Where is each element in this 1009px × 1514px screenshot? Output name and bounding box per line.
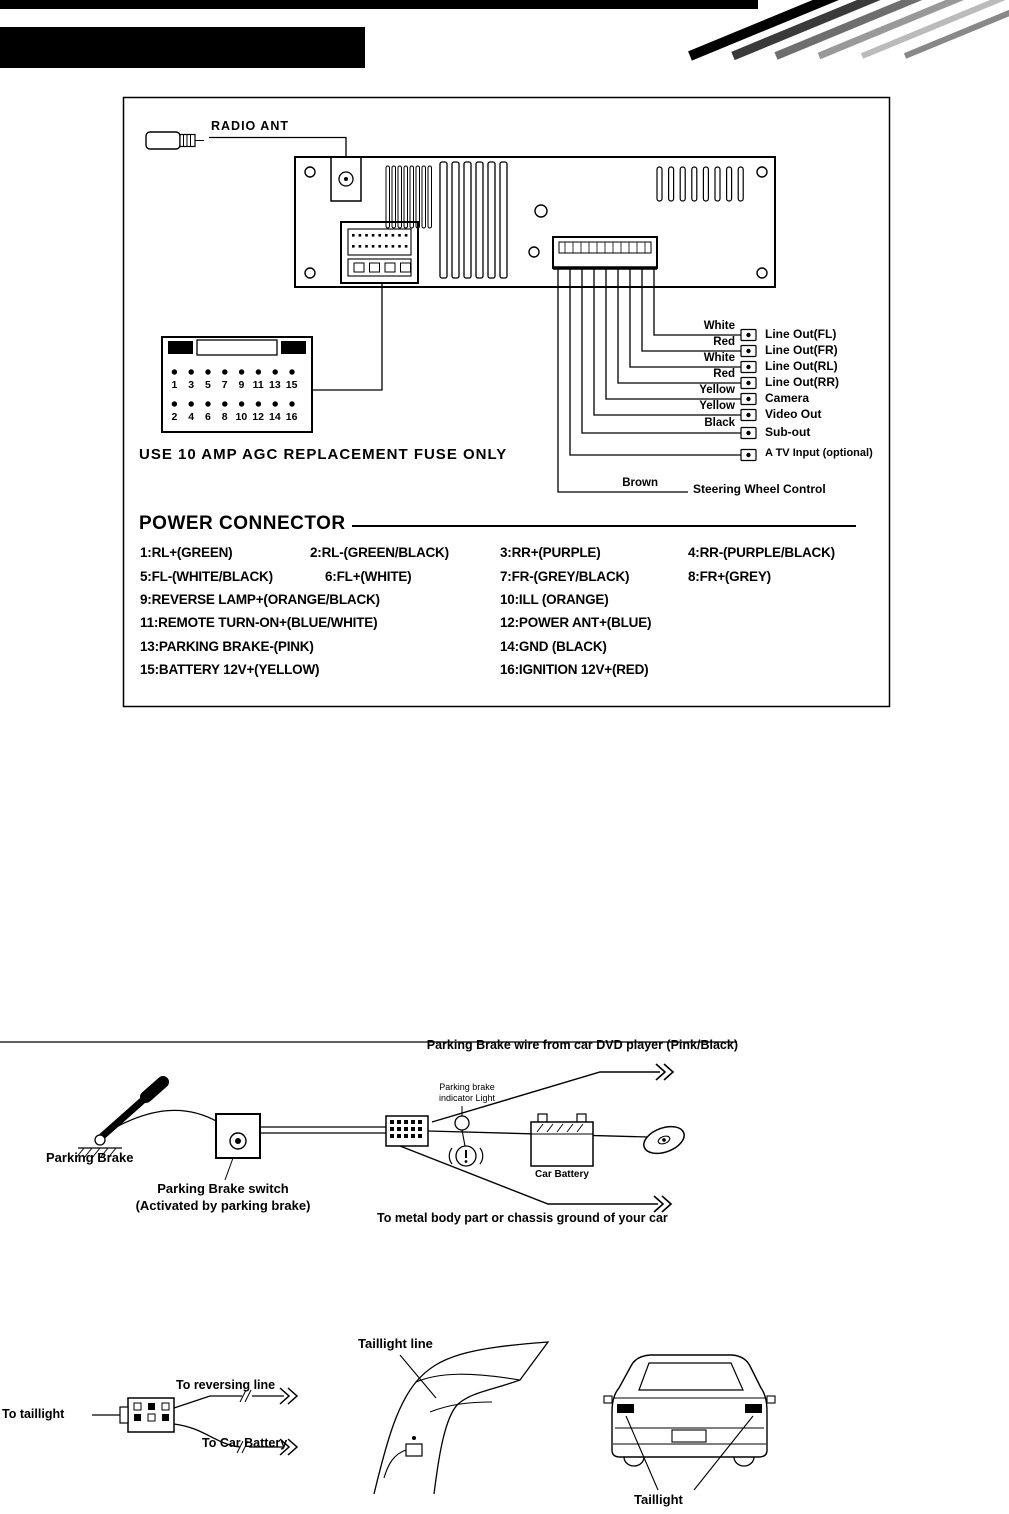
pin-number: 6 <box>204 411 211 423</box>
output-label: Line Out(FR) <box>765 343 838 357</box>
rca-jacks <box>737 330 756 461</box>
power-pin: 1:RL+(GREEN) <box>140 545 233 560</box>
wire-connector-block-icon <box>386 1116 428 1146</box>
car-battery-label: Car Battery <box>535 1169 589 1180</box>
pin-number: 8 <box>221 411 228 423</box>
harness-link-line <box>312 283 382 390</box>
taillight-diagram <box>92 1342 775 1494</box>
fuse-note: USE 10 AMP AGC REPLACEMENT FUSE ONLY <box>139 446 508 463</box>
parking-brake-switch-label <box>103 1180 343 1214</box>
harness-pin-numbers-bottom <box>166 411 300 423</box>
power-pin: 9:REVERSE LAMP+(ORANGE/BLACK) <box>140 592 380 607</box>
power-pin: 4:RR-(PURPLE/BLACK) <box>688 545 835 560</box>
power-pin: 13:PARKING BRAKE-(PINK) <box>140 639 314 654</box>
parking-brake-switch-icon <box>216 1114 260 1180</box>
pin-number: 16 <box>285 411 298 423</box>
power-pin: 5:FL-(WHITE/BLACK) <box>140 569 273 584</box>
pin-number: 1 <box>171 379 178 391</box>
output-label: Line Out(RR) <box>765 375 839 389</box>
pin-number: 10 <box>235 411 248 423</box>
reversing-line-label: To reversing line <box>176 1378 276 1392</box>
taillight-caption: Taillight <box>634 1492 683 1507</box>
car-rear-view-drawing <box>604 1355 775 1490</box>
output-wires <box>558 268 737 492</box>
wire-color-label: White <box>703 320 735 332</box>
pin-number: 12 <box>252 411 264 423</box>
wire-color-label: Brown <box>622 477 658 489</box>
power-pin: 7:FR-(GREY/BLACK) <box>500 569 630 584</box>
header-decoration <box>0 0 1009 68</box>
radio-ant-label: RADIO ANT <box>211 119 289 133</box>
output-label: Line Out(FL) <box>765 327 837 341</box>
to-taillight-label: To taillight <box>2 1407 65 1421</box>
indicator-light-label-line2: indicator Light <box>438 1093 496 1103</box>
radio-ant-leader-line <box>209 138 346 159</box>
chassis-ground-icon <box>640 1122 688 1159</box>
car-battery-icon <box>531 1114 593 1166</box>
output-label: Video Out <box>765 407 822 421</box>
indicator-light-label-line1: Parking brake <box>439 1082 495 1092</box>
rca-jack-icon <box>737 410 756 421</box>
pin-number: 5 <box>204 379 211 391</box>
rca-jack-icon <box>737 450 756 461</box>
wire-color-label: Red <box>713 336 735 348</box>
power-pin: 10:ILL (ORANGE) <box>500 592 609 607</box>
power-pin: 8:FR+(GREY) <box>688 569 771 584</box>
power-pin: 3:RR+(PURPLE) <box>500 545 601 560</box>
power-connector-title: POWER CONNECTOR <box>139 513 346 534</box>
power-pin: 12:POWER ANT+(BLUE) <box>500 615 652 630</box>
output-label: Camera <box>765 391 810 405</box>
output-label: A TV Input (optional) <box>765 447 873 459</box>
rca-jack-icon <box>737 428 756 439</box>
pin-number: 13 <box>269 379 281 391</box>
rca-jack-icon <box>737 330 756 341</box>
head-unit-rear-panel <box>295 157 775 287</box>
pin-number: 11 <box>252 379 264 391</box>
pin-number: 2 <box>171 411 178 423</box>
pin-number: 7 <box>221 379 228 391</box>
output-connector <box>553 237 657 268</box>
rca-jack-icon <box>737 378 756 389</box>
output-label: Line Out(RL) <box>765 359 838 373</box>
output-label: Steering Wheel Control <box>693 482 826 496</box>
indicator-light-label <box>428 1082 506 1104</box>
output-label: Sub-out <box>765 425 811 439</box>
power-pin: 11:REMOTE TURN-ON+(BLUE/WHITE) <box>140 615 378 630</box>
wire-color-label: White <box>703 352 735 364</box>
power-pin: 15:BATTERY 12V+(YELLOW) <box>140 662 320 677</box>
harness-pin-numbers-top <box>166 379 300 391</box>
wire-color-label: Yellow <box>699 400 735 412</box>
pin-number: 15 <box>285 379 298 391</box>
taillight-line-label: Taillight line <box>358 1336 433 1351</box>
pin-number: 3 <box>188 379 195 391</box>
parking-brake-label: Parking Brake <box>46 1150 134 1165</box>
trunk-deck-drawing <box>374 1342 548 1494</box>
pin-number: 4 <box>188 411 195 423</box>
rca-jack-icon <box>737 346 756 357</box>
switch-label-line2: (Activated by parking brake) <box>135 1198 311 1213</box>
harness-socket <box>341 222 418 283</box>
power-pin: 6:FL+(WHITE) <box>325 569 412 584</box>
rca-jack-icon <box>737 394 756 405</box>
to-car-battery-label: To Car Battery <box>202 1436 288 1450</box>
parking-brake-lever-icon <box>76 1082 218 1158</box>
pin-number: 14 <box>269 411 281 423</box>
power-pin: 16:IGNITION 12V+(RED) <box>500 662 649 677</box>
taillight-connector-icon <box>120 1398 174 1432</box>
wire-color-label: Black <box>704 417 735 429</box>
radio-antenna-plug-icon <box>146 132 204 149</box>
power-pin: 14:GND (BLACK) <box>500 639 607 654</box>
power-pin: 2:RL-(GREEN/BLACK) <box>310 545 449 560</box>
pin-number: 9 <box>238 379 245 391</box>
chassis-ground-label: To metal body part or chassis ground of your car <box>377 1211 668 1225</box>
parking-brake-wire-label: Parking Brake wire from car DVD player (Pink/Black) <box>426 1038 738 1052</box>
rca-jack-icon <box>737 362 756 373</box>
switch-label-line1: Parking Brake switch <box>157 1181 289 1196</box>
wire-color-label: Red <box>713 368 735 380</box>
wire-color-label: Yellow <box>699 384 735 396</box>
